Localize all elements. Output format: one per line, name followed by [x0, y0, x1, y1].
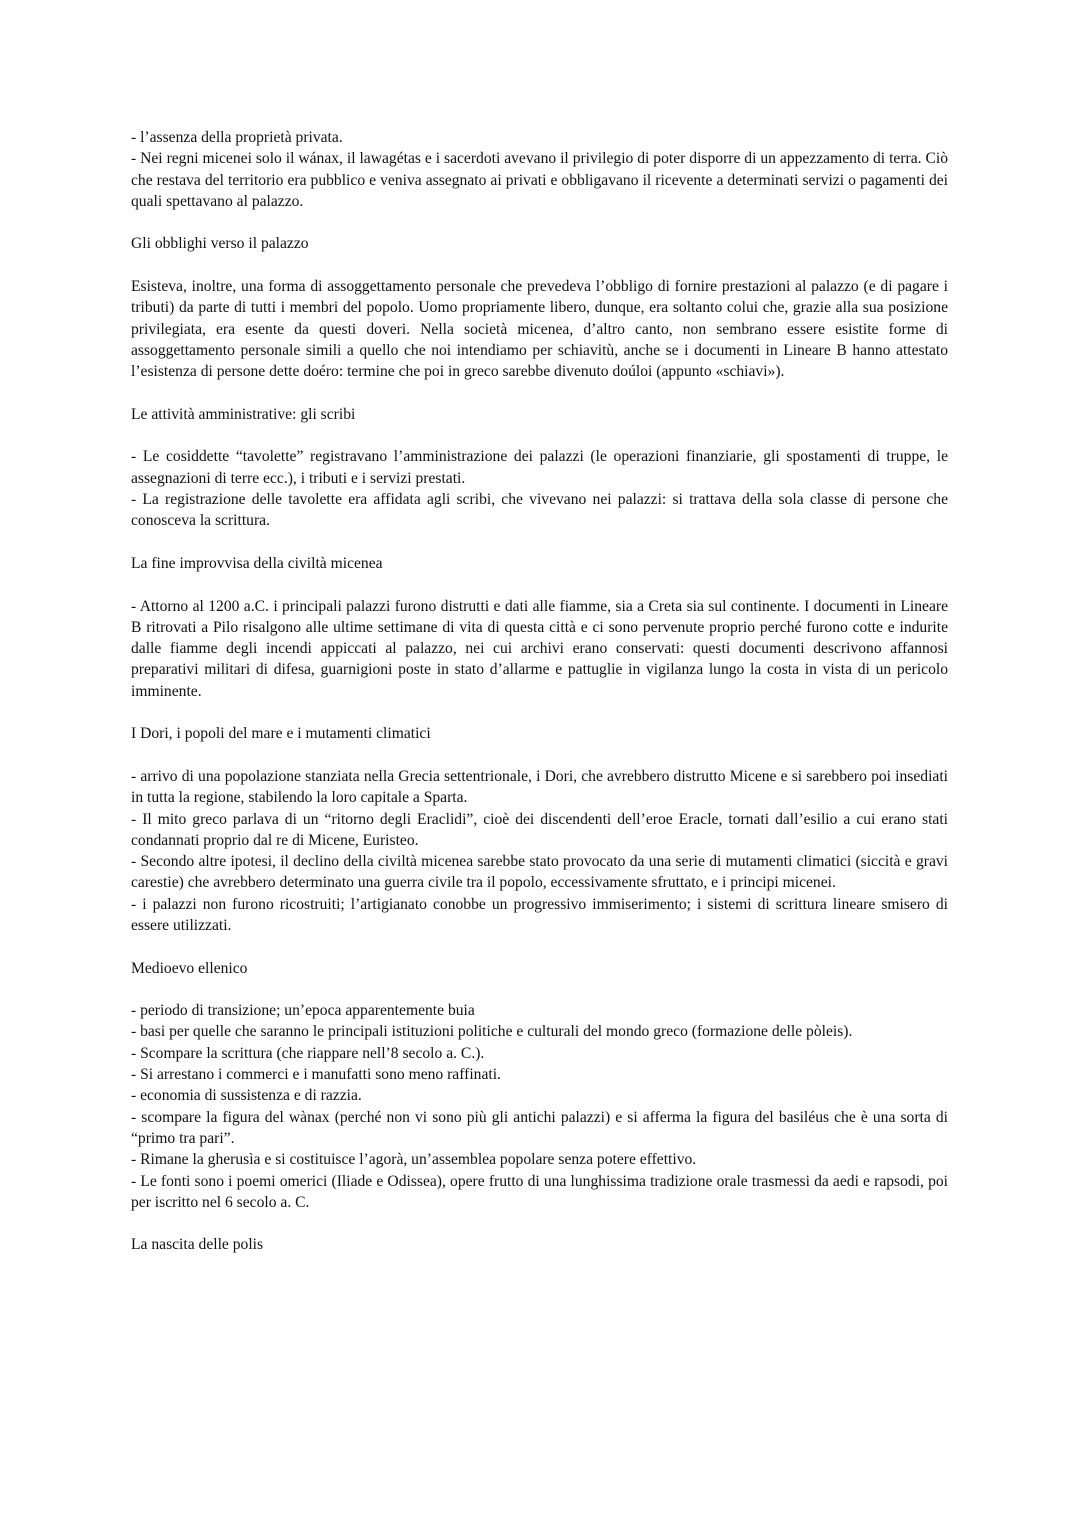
section-obblighi	[131, 233, 948, 382]
document-page	[131, 127, 948, 1256]
section-heading: I Dori, i popoli del mare e i mutamenti climatici	[131, 725, 431, 743]
section-paragraph: - economia di sussistenza e di razzia.	[131, 1087, 362, 1105]
section-heading: Medioevo ellenico	[131, 959, 248, 977]
section-heading: La nascita delle polis	[131, 1236, 264, 1254]
intro-block	[131, 127, 948, 212]
intro-paragraph: - Nei regni micenei solo il wánax, il lawagétas e i sacerdoti avevano il privilegio di poter disporre di un appezzamento di terra. Ciò che restava del territorio era pubblico e veniva assegnato ai privati e obbligavano il ricevente a determinati servizi o pagamenti dei quali spettavano al palazzo.	[131, 150, 948, 210]
section-scribi	[131, 404, 948, 532]
section-paragraph: - Attorno al 1200 a.C. i principali palazzi furono distrutti e dati alle fiamme, sia a Creta sia sul continente. I documenti in Lineare B ritrovati a Pilo risalgono alle ultime settimane di vita di questa città e ci sono pervenute proprio perché furono cotte e indurite dalle fiamme degli incendi appiccati al palazzo, nei cui archivi erano conservati: questi documenti descrivono affannosi preparativi militari di difesa, guarnigioni poste in stato d’allarme e pattuglie in vigilanza lungo la costa in vista di un pericolo imminente.	[131, 597, 948, 700]
intro-paragraph: - l’assenza della proprietà privata.	[131, 129, 343, 146]
section-paragraph: - arrivo di una popolazione stanziata nella Grecia settentrionale, i Dori, che avrebbero distrutto Micene e si sarebbero poi insediati in tutta la regione, stabilendo la loro capitale a Sparta.	[131, 767, 948, 807]
section-polis	[131, 1234, 948, 1255]
section-heading: Le attività amministrative: gli scribi	[131, 405, 356, 423]
section-medioevo	[131, 958, 948, 1214]
section-dori	[131, 723, 948, 936]
section-paragraph: - Si arrestano i commerci e i manufatti sono meno raffinati.	[131, 1066, 501, 1084]
section-paragraph: - Secondo altre ipotesi, il declino della civiltà micenea sarebbe stato provocato da una serie di mutamenti climatici (siccità e gravi carestie) che avrebbero determinato una guerra civile tra il popolo, eccessivamente sfruttato, e i principi micenei.	[131, 853, 948, 892]
section-paragraph: - Il mito greco parlava di un “ritorno degli Eraclidi”, cioè dei discendenti dell’eroe Eracle, tornati dall’esilio a cui erano stati condannati proprio dal re di Micene, Euristeo.	[131, 810, 948, 849]
section-paragraph: - i palazzi non furono ricostruiti; l’artigianato conobbe un progressivo immiserimento; i sistemi di scrittura lineare smisero di essere utilizzati.	[131, 895, 948, 934]
section-paragraph: - La registrazione delle tavolette era affidata agli scribi, che vivevano nei palazzi: si trattava della sola classe di persone che conosceva la scrittura.	[131, 491, 948, 530]
section-heading: Gli obblighi verso il palazzo	[131, 235, 309, 253]
section-paragraph: - periodo di transizione; un’epoca apparentemente buia	[131, 1002, 475, 1020]
section-paragraph: - Scompare la scrittura (che riappare nell’8 secolo a. C.).	[131, 1044, 485, 1062]
section-paragraph: - Le fonti sono i poemi omerici (Iliade e Odissea), opere frutto di una lunghissima tradizione orale trasmessi da aedi e rapsodi, poi per iscritto nel 6 secolo a. C.	[131, 1172, 948, 1211]
section-heading: La fine improvvisa della civiltà micenea	[131, 554, 383, 572]
section-paragraph: - Rimane la gherusìa e si costituisce l’agorà, un’assemblea popolare senza potere effettivo.	[131, 1151, 697, 1169]
section-paragraph: - Le cosiddette “tavolette” registravano l’amministrazione dei palazzi (le operazioni finanziarie, gli spostamenti di truppe, le assegnazioni di terre ecc.), i tributi e i servizi prestati.	[131, 448, 948, 487]
section-fine-micenea	[131, 553, 948, 702]
section-paragraph: - scompare la figura del wànax (perché non vi sono più gli antichi palazzi) e si afferma la figura del basiléus che è una sorta di “primo tra pari”.	[131, 1108, 948, 1147]
section-paragraph: - basi per quelle che saranno le principali istituzioni politiche e culturali del mondo greco (formazione delle pòleis).	[131, 1023, 853, 1041]
section-paragraph: Esisteva, inoltre, una forma di assoggettamento personale che prevedeva l’obbligo di fornire prestazioni al palazzo (e di pagare i tributi) da parte di tutti i membri del popolo. Uomo propriamente libero, dunque, era soltanto colui che, grazie alla sua posizione privilegiata, era esente da questi doveri. Nella società micenea, d’altro canto, non sembrano essere esistite forme di assoggettamento personale simili a quello che noi intendiamo per schiavitù, anche se i documenti in Lineare B hanno attestato l’esistenza di persone dette doéro: termine che poi in greco sarebbe divenuto doúloi (appunto «schiavi»).	[131, 278, 948, 381]
